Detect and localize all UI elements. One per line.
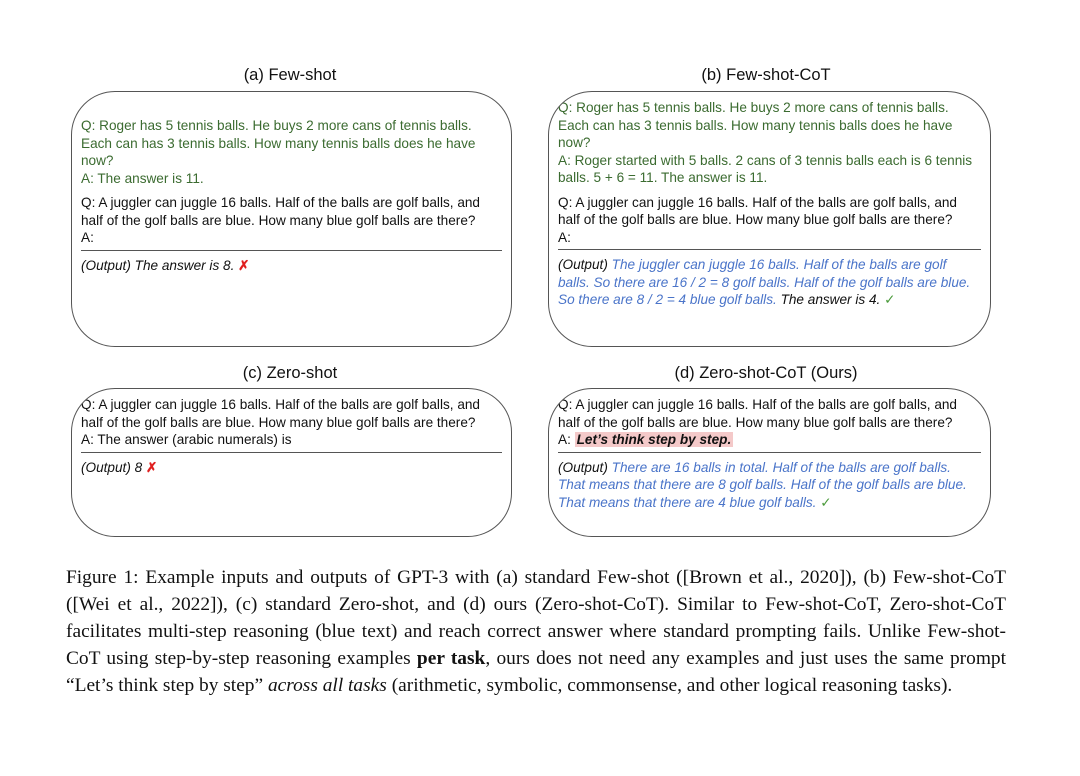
- panel-a-box: [71, 91, 512, 347]
- panel-c-box: [71, 388, 512, 537]
- panel-b-answer-prefix: A:: [558, 229, 571, 245]
- panel-b-example-answer: A: Roger started with 5 balls. 2 cans of 3 tennis balls each is 6 tennis balls. 5 + 6 = 11. The answer is 11.: [558, 152, 973, 185]
- caption-italic: across all tasks: [267, 675, 387, 696]
- figure-caption: [66, 564, 1006, 699]
- panel-a-example-question: Q: Roger has 5 tennis balls. He buys 2 more cans of tennis balls. Each can has 3 tennis balls. How many tennis balls does he have now?: [81, 118, 476, 168]
- cross-icon: ✗: [145, 459, 158, 475]
- panel-a-question: Q: A juggler can juggle 16 balls. Half of the balls are golf balls, and half of the golf balls are blue. How many blue golf balls are there?: [81, 195, 480, 228]
- panel-a-output-label: (Output) The answer is 8.: [81, 257, 235, 273]
- panel-a-title: (a) Few-shot: [243, 66, 337, 84]
- panel-b-output-answer: The answer is 4.: [780, 292, 881, 307]
- panel-b-output-label: (Output): [558, 257, 608, 272]
- panel-d-separator: [558, 452, 981, 453]
- panel-c-output: [81, 459, 502, 477]
- panel-d-title: (d) Zero-shot-CoT (Ours): [674, 364, 858, 382]
- panel-a-answer-prefix: A:: [81, 230, 94, 245]
- panel-d-output-reasoning: There are 16 balls in total. Half of the balls are golf balls. That means that there are 8 golf balls. Half of the golf balls are blue. That means that there are 4 blue golf balls.: [558, 459, 967, 510]
- panel-b-question: Q: A juggler can juggle 16 balls. Half of the balls are golf balls, and half of the golf balls are blue. How many blue golf balls are there?: [558, 194, 957, 227]
- panel-d-question: Q: A juggler can juggle 16 balls. Half of the balls are golf balls, and half of the golf balls are blue. How many blue golf balls are there?: [558, 397, 957, 430]
- panel-c-separator: [81, 452, 502, 453]
- panel-c-question: Q: A juggler can juggle 16 balls. Half of the balls are golf balls, and half of the golf balls are blue. How many blue golf balls are there?: [81, 397, 480, 430]
- caption-part-2: , ours does not need any examples and just uses the same prompt “Let’s think step by step”: [66, 648, 1006, 696]
- check-icon: ✓: [820, 494, 832, 510]
- panel-d-box: [548, 388, 991, 537]
- caption-part-3: (arithmetic, symbolic, commonsense, and other logical reasoning tasks).: [391, 675, 953, 696]
- panel-a-example-answer: A: The answer is 11.: [81, 170, 204, 186]
- panel-b-separator: [558, 249, 981, 250]
- panel-c-title: (c) Zero-shot: [242, 364, 338, 382]
- panel-b-box: [548, 91, 991, 347]
- panel-d-output-label: (Output): [558, 459, 608, 475]
- panel-b-example-question: Q: Roger has 5 tennis balls. He buys 2 more cans of tennis balls. Each can has 3 tennis balls. How many tennis balls does he have now?: [558, 100, 953, 150]
- panel-c-output-label: (Output) 8: [81, 459, 143, 475]
- check-icon: ✓: [884, 292, 896, 307]
- panel-d-prompt-highlight: Let’s think step by step.: [576, 432, 732, 447]
- panel-b-title: (b) Few-shot-CoT: [701, 66, 831, 84]
- panel-b-output-reasoning: The juggler can juggle 16 balls. Half of the balls are golf balls. So there are 16 / 2 = 8 golf balls. Half of the golf balls are blue. So there are 8 / 2 = 4 blue golf balls.: [558, 257, 971, 307]
- panel-b-output: [558, 256, 981, 309]
- caption-bold: per task: [416, 648, 486, 669]
- cross-icon: ✗: [238, 257, 250, 273]
- caption-part-1: Figure 1: Example inputs and outputs of GPT-3 with (a) standard Few-shot ([Brown et al., 2020]), (b) Few-shot-CoT ([Wei et al., 2022]), (c) standard Zero-shot, and (d) ours (Zero-shot-CoT). Similar to Few-shot-CoT, Zero-shot-CoT facilitates multi-step reasoning (blue text) and reach correct answer where standard prompting fails. Unlike Few-shot-CoT using step-by-step reasoning examples: [66, 567, 1006, 669]
- panel-c-answer-prefix: A: The answer (arabic numerals) is: [81, 432, 292, 447]
- panel-d-answer-line: [558, 431, 981, 449]
- panel-d-output: [558, 459, 981, 512]
- panel-d-answer-prefix: A:: [558, 432, 571, 447]
- panel-a-output: [81, 257, 502, 275]
- panel-a-separator: [81, 250, 502, 251]
